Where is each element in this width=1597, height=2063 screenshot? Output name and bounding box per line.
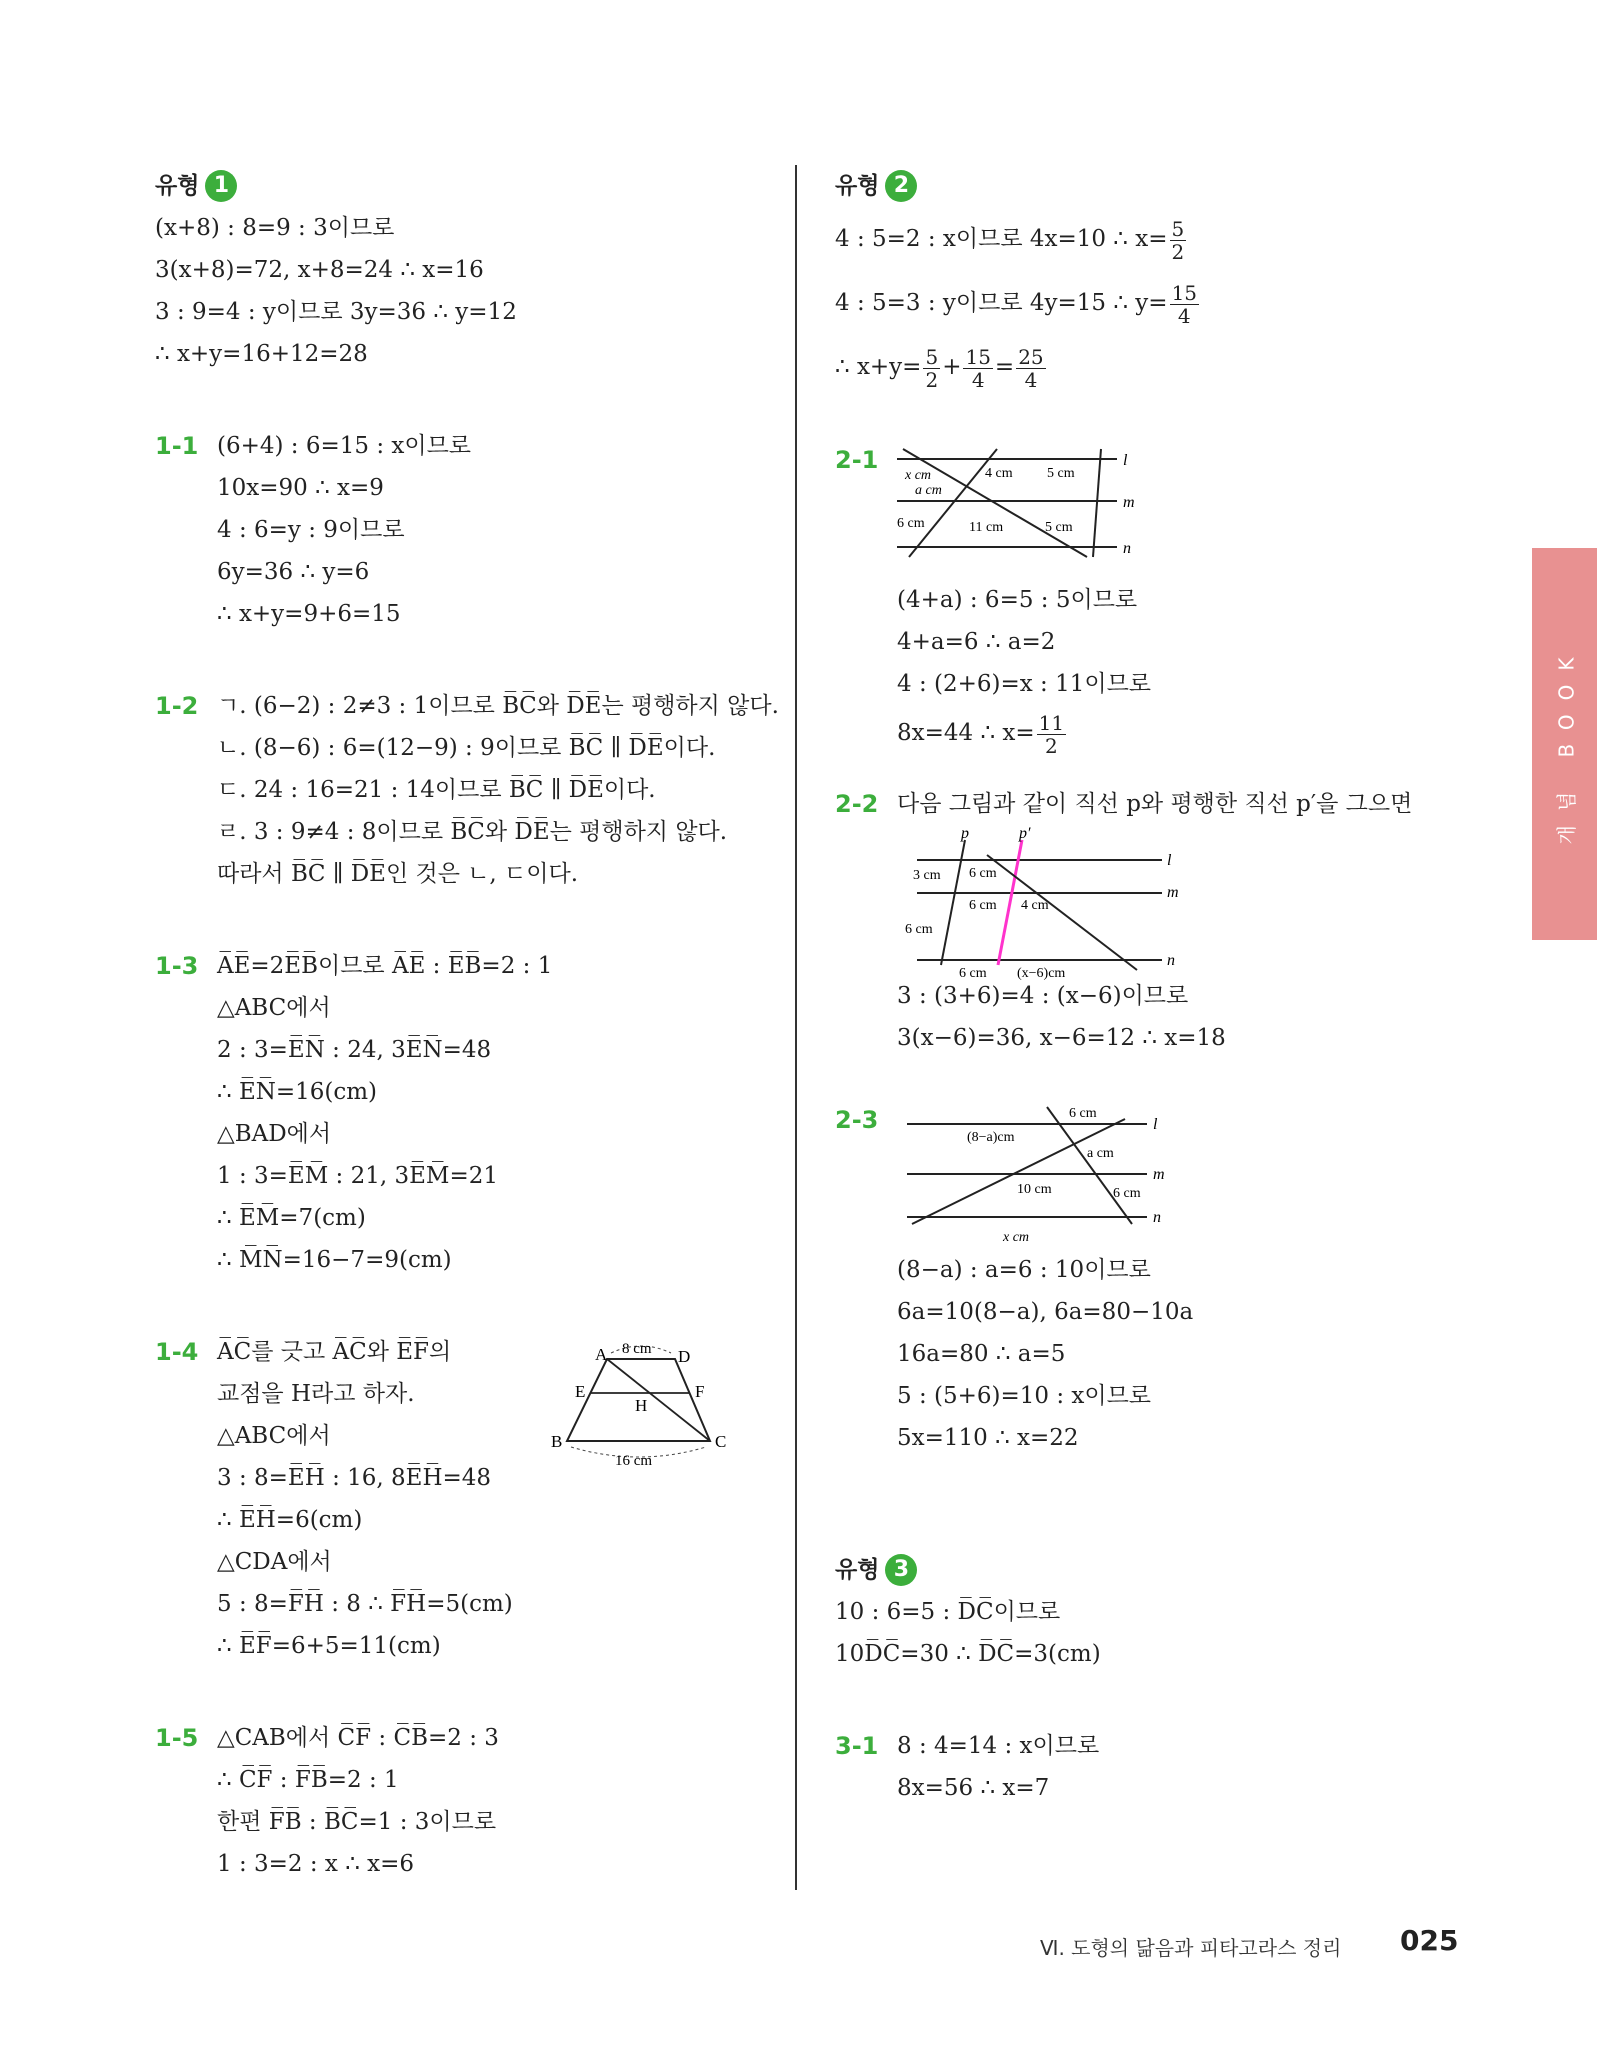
type-badge: 3 (885, 1554, 917, 1586)
problem-number: 1-4 (155, 1338, 199, 1366)
solution-line: 5 : (5+6)=10 : x이므로 (897, 1383, 1152, 1409)
solution-line: 다음 그림과 같이 직선 p와 평행한 직선 p′을 그으면 (897, 791, 1413, 817)
solution-line: 5 : 8=F̅H̅ : 8 ∴ F̅H̅=5(cm) (217, 1591, 513, 1617)
numerator: 5 (925, 344, 939, 369)
type-3-heading (835, 1549, 1475, 1591)
denominator: 2 (1045, 733, 1058, 758)
label-6cm: 6 cm (1069, 1106, 1097, 1121)
solution-line: (8−a) : a=6 : 10이므로 (897, 1257, 1151, 1283)
problem-2-3 (835, 1099, 1475, 1459)
parallel-lines-figure-2-1 (897, 439, 1157, 579)
solution-line: ㄹ. 3 : 9≠4 : 8이므로 B̅C̅와 D̅E̅는 평행하지 않다. (217, 819, 728, 845)
label-6cm-b: 6 cm (969, 898, 997, 913)
label-11cm: 11 cm (969, 520, 1004, 535)
problem-number: 2-3 (835, 1106, 879, 1134)
solution-line: 3 : (3+6)=4 : (x−6)이므로 (897, 983, 1189, 1009)
solution-line: ㄴ. (8−6) : 6=(12−9) : 9이므로 B̅C̅ ∥ D̅E̅이다. (217, 735, 716, 761)
solution-line: △ABC에서 (217, 995, 331, 1021)
solution-line: 3 : 9=4 : y이므로 3y=36 ∴ y=12 (155, 299, 517, 325)
label-4cm: 4 cm (985, 466, 1013, 481)
problem-number: 1-3 (155, 952, 199, 980)
column-divider (795, 165, 797, 1890)
problem-number: 3-1 (835, 1732, 879, 1760)
solution-line: △BAD에서 (217, 1121, 332, 1147)
label-d: D (678, 1347, 691, 1366)
label-f: F (695, 1382, 705, 1401)
denominator: 4 (1177, 303, 1191, 328)
numerator: 25 (1018, 344, 1044, 369)
parallel-lines-figure-2-3 (897, 1099, 1187, 1249)
type-label: 유형 (835, 1557, 880, 1583)
label-m: m (1167, 884, 1179, 901)
numerator: 15 (965, 344, 991, 369)
label-x-cm: x cm (1003, 1230, 1030, 1245)
solution-line: 3(x−6)=36, x−6=12 ∴ x=18 (897, 1025, 1226, 1051)
denominator: 4 (1024, 367, 1038, 392)
label-l: l (1167, 852, 1172, 869)
solution-line: 3 : 8=E̅H̅ : 16, 8E̅H̅=48 (217, 1465, 492, 1491)
solution-line: △ABC에서 (217, 1423, 331, 1449)
solution-line (897, 705, 1475, 761)
solution-line (835, 271, 1475, 335)
solution-line: 8 : 4=14 : x이므로 (897, 1733, 1100, 1759)
problem-number: 2-1 (835, 446, 879, 474)
fraction (1170, 282, 1199, 327)
problem-number: 1-1 (155, 432, 199, 460)
solution-line: 10D̅C̅=30 ∴ D̅C̅=3(cm) (835, 1641, 1101, 1667)
label-10cm: 10 cm (1017, 1182, 1052, 1197)
label-p-prime: p′ (1019, 825, 1031, 842)
type-2-heading (835, 165, 1475, 207)
trapezoid-figure (545, 1331, 770, 1471)
solution-line (835, 335, 1475, 399)
label-a-cm: a cm (1087, 1146, 1114, 1161)
label-bottom-length: 16 cm (615, 1453, 653, 1469)
label-a-cm: a cm (915, 483, 942, 498)
solution-line: 8x=56 ∴ x=7 (897, 1775, 1050, 1801)
solution-line: ∴ E̅M̅=7(cm) (217, 1205, 366, 1231)
problem-1-5 (155, 1717, 775, 1885)
fraction (1170, 218, 1187, 263)
type-1-heading (155, 165, 775, 207)
label-c: C (715, 1432, 727, 1451)
numerator: 15 (1171, 280, 1198, 305)
type-label: 유형 (835, 173, 880, 199)
type-badge: 2 (885, 170, 917, 202)
solution-line: (6+4) : 6=15 : x이므로 (217, 433, 472, 459)
label-x-minus-6: (x−6)cm (1017, 966, 1066, 981)
label-l: l (1153, 1116, 1158, 1133)
problem-number: 1-5 (155, 1724, 199, 1752)
label-6cm-a: 6 cm (969, 866, 997, 881)
line-p-prime (998, 840, 1022, 965)
solution-line: 3(x+8)=72, x+8=24 ∴ x=16 (155, 257, 484, 283)
solution-line: ∴ C̅F̅ : F̅B̅=2 : 1 (217, 1767, 399, 1793)
solution-line: 4+a=6 ∴ a=2 (897, 629, 1056, 655)
solution-line: ∴ E̅H̅=6(cm) (217, 1507, 363, 1533)
equation-text: 4 : 5=2 : x이므로 4x=10 ∴ x= (835, 226, 1168, 252)
solution-line: 교점을 H라고 하자. (217, 1381, 415, 1407)
label-6cm: 6 cm (897, 516, 925, 531)
label-b: B (551, 1432, 563, 1451)
solution-line: ㄷ. 24 : 16=21 : 14이므로 B̅C̅ ∥ D̅E̅이다. (217, 777, 656, 803)
label-n: n (1123, 540, 1131, 557)
label-top-length: 8 cm (622, 1341, 652, 1357)
problem-2-2 (835, 783, 1475, 1059)
problem-3-1 (835, 1725, 1475, 1809)
label-8-minus-a: (8−a)cm (967, 1130, 1015, 1145)
side-tab-label: 개념 BOOK (1554, 643, 1578, 845)
problem-1-1 (155, 425, 775, 635)
solution-line: ∴ E̅N̅=16(cm) (217, 1079, 378, 1105)
label-5cm-b: 5 cm (1045, 520, 1073, 535)
label-a: A (595, 1345, 608, 1364)
solution-line: ㄱ. (6−2) : 2≠3 : 1이므로 B̅C̅와 D̅E̅는 평행하지 않다. (217, 693, 779, 719)
type-label: 유형 (155, 173, 200, 199)
line-p (941, 840, 965, 965)
label-p: p (961, 825, 969, 842)
solution-line: 6a=10(8−a), 6a=80−10a (897, 1299, 1194, 1325)
label-6cm-d: 6 cm (959, 966, 987, 981)
solution-line: 6y=36 ∴ y=6 (217, 559, 370, 585)
solution-line: ∴ x+y=9+6=15 (217, 601, 401, 627)
equation-text: 8x=44 ∴ x= (897, 720, 1035, 746)
label-6cm-c: 6 cm (905, 922, 933, 937)
label-l: l (1123, 452, 1128, 469)
fraction (963, 346, 992, 391)
label-x-cm: x cm (905, 468, 932, 483)
parallel-lines-figure-2-2 (897, 825, 1179, 981)
solution-line: ∴ E̅F̅=6+5=11(cm) (217, 1633, 441, 1659)
solution-line: 5x=110 ∴ x=22 (897, 1425, 1079, 1451)
problem-number: 2-2 (835, 790, 879, 818)
solution-line: △CAB에서 C̅F̅ : C̅B̅=2 : 3 (217, 1725, 499, 1751)
solution-line: 한편 F̅B̅ : B̅C̅=1 : 3이므로 (217, 1809, 497, 1835)
problem-1-4 (155, 1331, 775, 1667)
numerator: 5 (1171, 216, 1185, 241)
label-3cm: 3 cm (913, 868, 941, 883)
solution-line: 1 : 3=2 : x ∴ x=6 (217, 1851, 415, 1877)
fraction (1037, 712, 1066, 757)
operator: = (994, 354, 1015, 380)
solution-line: (x+8) : 8=9 : 3이므로 (155, 215, 395, 241)
problem-2-1 (835, 439, 1475, 761)
label-n: n (1167, 952, 1175, 969)
solution-line: ∴ x+y=16+12=28 (155, 341, 368, 367)
label-n: n (1153, 1209, 1161, 1226)
solution-line: A̅C̅를 긋고 A̅C̅와 E̅F̅의 (217, 1339, 452, 1365)
transversal-2 (909, 449, 997, 557)
side-tab (1532, 548, 1597, 940)
fraction (923, 346, 940, 391)
denominator: 2 (925, 367, 939, 392)
operator: + (942, 354, 962, 380)
solution-line: 따라서 B̅C̅ ∥ D̅E̅인 것은 ㄴ, ㄷ이다. (217, 861, 579, 887)
chapter-title: Ⅵ. 도형의 닮음과 피타고라스 정리 (1040, 1936, 1342, 1960)
solution-line: A̅E̅=2E̅B̅이므로 A̅E̅ : E̅B̅=2 : 1 (217, 953, 553, 979)
solution-line: 2 : 3=E̅N̅ : 24, 3E̅N̅=48 (217, 1037, 492, 1063)
problem-1-2 (155, 685, 779, 895)
type-badge: 1 (205, 170, 237, 202)
label-5cm: 5 cm (1047, 466, 1075, 481)
solution-line (835, 207, 1475, 271)
label-e: E (575, 1382, 586, 1401)
problem-1-3 (155, 945, 775, 1281)
solution-line: 4 : (2+6)=x : 11이므로 (897, 671, 1152, 697)
denominator: 4 (971, 367, 985, 392)
label-h: H (635, 1396, 648, 1415)
problem-number: 1-2 (155, 692, 199, 720)
label-4cm: 4 cm (1021, 898, 1049, 913)
numerator: 11 (1038, 710, 1065, 735)
left-column (155, 165, 779, 1885)
label-6cm-b: 6 cm (1113, 1186, 1141, 1201)
solution-line: 10x=90 ∴ x=9 (217, 475, 384, 501)
solution-line: △CDA에서 (217, 1549, 332, 1575)
label-m: m (1123, 494, 1135, 511)
solution-line: 10 : 6=5 : D̅C̅이므로 (835, 1599, 1061, 1625)
right-column (835, 165, 1475, 1809)
solution-line: (4+a) : 6=5 : 5이므로 (897, 587, 1138, 613)
denominator: 2 (1171, 239, 1185, 264)
solution-line: 4 : 6=y : 9이므로 (217, 517, 405, 543)
transversal-3 (1093, 449, 1101, 557)
solution-line: ∴ M̅N̅=16−7=9(cm) (217, 1247, 452, 1273)
solution-line: 16a=80 ∴ a=5 (897, 1341, 1066, 1367)
solution-line: 1 : 3=E̅M̅ : 21, 3E̅M̅=21 (217, 1163, 499, 1189)
equation-text: ∴ x+y= (835, 354, 922, 380)
equation-text: 4 : 5=3 : y이므로 4y=15 ∴ y= (835, 290, 1168, 316)
fraction (1016, 346, 1045, 391)
label-m: m (1153, 1166, 1165, 1183)
page-number: 025 (1400, 1924, 1459, 1957)
